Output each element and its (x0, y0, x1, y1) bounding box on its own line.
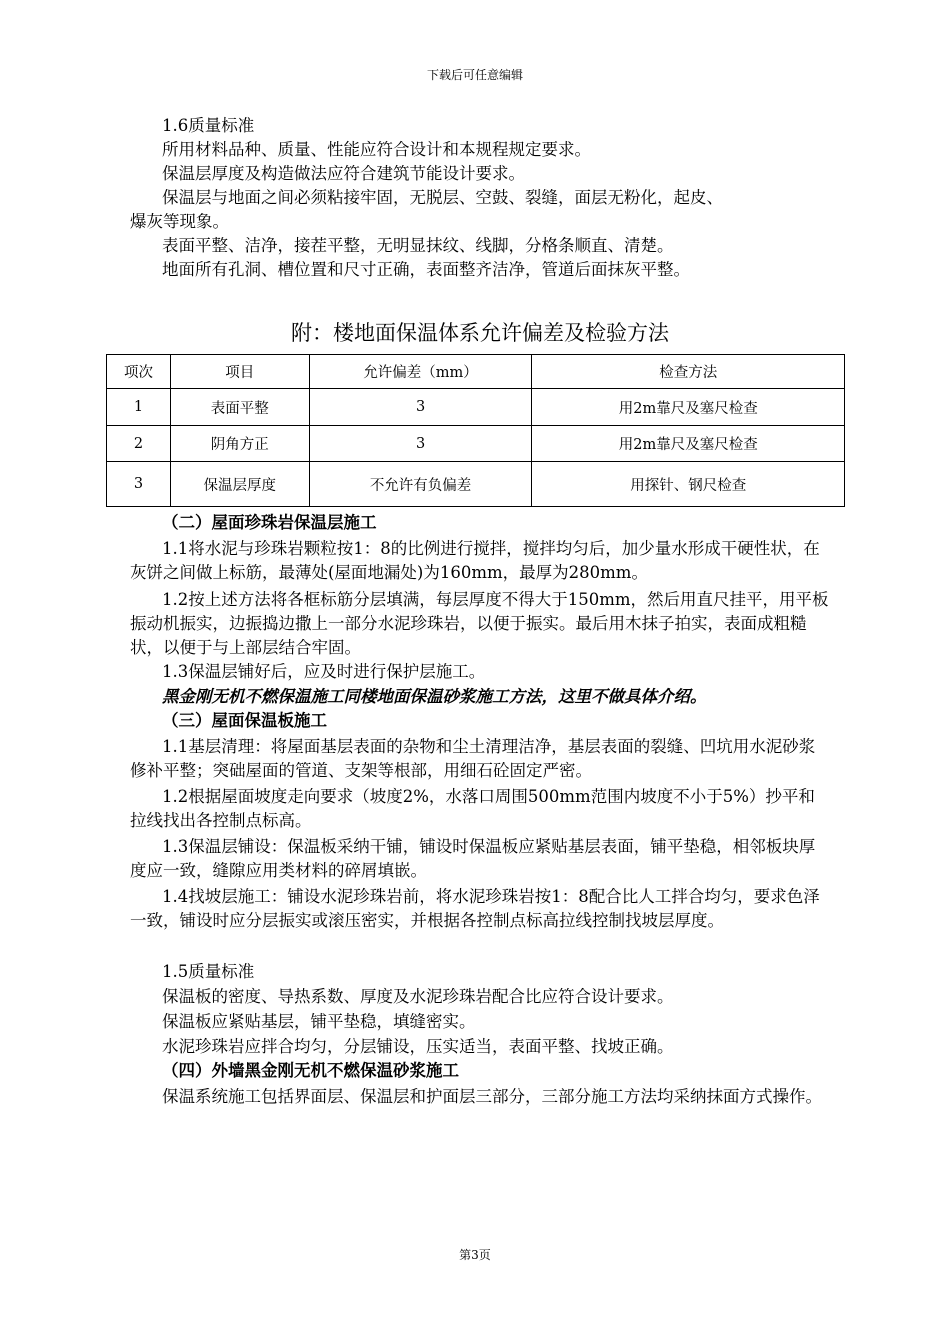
paragraph: 保温板应紧贴基层，铺平垫稳，填缝密实。 (162, 1012, 476, 1031)
table-cell: 3 (107, 462, 171, 507)
paragraph: 1.3保温层铺好后，应及时进行保护层施工。 (162, 662, 486, 681)
table-header-row (107, 355, 845, 389)
table-cell: 2 (107, 426, 171, 462)
paragraph: 1.1将水泥与珍珠岩颗粒按1：8的比例进行搅拌，搅拌均匀后，加少量水形成干硬性状，在灰饼之间做上标筋，最薄处(屋面地漏处)为160mm，最厚为280mm。 (130, 539, 820, 582)
paragraph: 水泥珍珠岩应拌合均匀，分层铺设，压实适当，表面平整、找坡正确。 (162, 1037, 674, 1056)
section-heading: （二）屋面珍珠岩保温层施工 (162, 513, 377, 532)
paragraph: 1.4找坡层施工：铺设水泥珍珠岩前，将水泥珍珠岩按1：8配合比人工拌合均匀，要求色泽一致，铺设时应分层振实或滚压密实，并根据各控制点标高拉线控制找坡层厚度。 (130, 887, 820, 930)
table-cell: 1 (107, 389, 171, 426)
table-cell: 用2m靠尺及塞尺检查 (532, 389, 845, 426)
paragraph: 表面平整、洁净，接茬平整，无明显抹纹、线脚，分格条顺直、清楚。 (162, 236, 674, 255)
note-paragraph: 黑金刚无机不燃保温施工同楼地面保温砂浆施工方法，这里不做具体介绍。 (162, 687, 707, 706)
paragraph: 1.1基层清理：将屋面基层表面的杂物和尘土清理洁净，基层表面的裂缝、凹坑用水泥砂浆修补平整；突础屋面的管道、支架等根部，用细石砼固定严密。 (130, 737, 816, 780)
table-cell: 3 (309, 389, 532, 426)
paragraph: 保温系统施工包括界面层、保温层和护面层三部分，三部分施工方法均采纳抹面方式操作。 (162, 1087, 822, 1106)
page-header: 下载后可任意编辑 (426, 68, 523, 82)
table-row (107, 426, 845, 462)
table-cell: 保温层厚度 (170, 462, 309, 507)
section-heading: 1.6质量标准 (162, 116, 255, 135)
table-cell: 阴角方正 (170, 426, 309, 462)
section-heading: （四）外墙黑金刚无机不燃保温砂浆施工 (162, 1061, 459, 1080)
paragraph: 保温层与地面之间必须粘接牢固，无脱层、空鼓、裂缝，面层无粉化，起皮、 (162, 188, 723, 207)
paragraph: 1.3保温层铺设：保温板采纳干铺，铺设时保温板应紧贴基层表面，铺平垫稳，相邻板块厚度应一致，缝隙应用类材料的碎屑填嵌。 (130, 837, 816, 880)
paragraph: 1.2根据屋面坡度走向要求（坡度2%，水落口周围500mm范围内坡度不小于5%）抄平和拉线找出各控制点标高。 (130, 787, 815, 830)
section-heading: （三）屋面保温板施工 (162, 711, 327, 730)
table-header-cell: 项目 (170, 355, 309, 389)
paragraph: 爆灰等现象。 (130, 212, 229, 231)
paragraph: 保温层厚度及构造做法应符合建筑节能设计要求。 (162, 164, 525, 183)
table-row (107, 389, 845, 426)
paragraph: 保温板的密度、导热系数、厚度及水泥珍珠岩配合比应符合设计要求。 (162, 987, 674, 1006)
table-title: 附：楼地面保温体系允许偏差及检验方法 (291, 321, 669, 345)
deviation-table (106, 354, 845, 507)
table-header-cell: 检查方法 (532, 355, 845, 389)
table-cell: 表面平整 (170, 389, 309, 426)
table-cell: 用2m靠尺及塞尺检查 (532, 426, 845, 462)
table-header-cell: 项次 (107, 355, 171, 389)
paragraph: 所用材料品种、质量、性能应符合设计和本规程规定要求。 (162, 140, 591, 159)
table-header-cell: 允许偏差（mm） (309, 355, 532, 389)
table-cell: 用探针、钢尺检查 (532, 462, 845, 507)
table-cell: 3 (309, 426, 532, 462)
paragraph: 1.5质量标准 (162, 962, 255, 981)
paragraph: 地面所有孔洞、槽位置和尺寸正确，表面整齐洁净，管道后面抹灰平整。 (162, 260, 690, 279)
page-footer: 第3页 (459, 1248, 491, 1262)
table-cell: 不允许有负偏差 (309, 462, 532, 507)
table-row (107, 462, 845, 507)
paragraph: 1.2按上述方法将各框标筋分层填满，每层厚度不得大于150mm，然后用直尺挂平，用平板振动机振实，边振捣边撒上一部分水泥珍珠岩，以便于振实。最后用木抹子拍实，表面成粗糙状，以便于与上部层结合牢固。 (130, 590, 829, 657)
